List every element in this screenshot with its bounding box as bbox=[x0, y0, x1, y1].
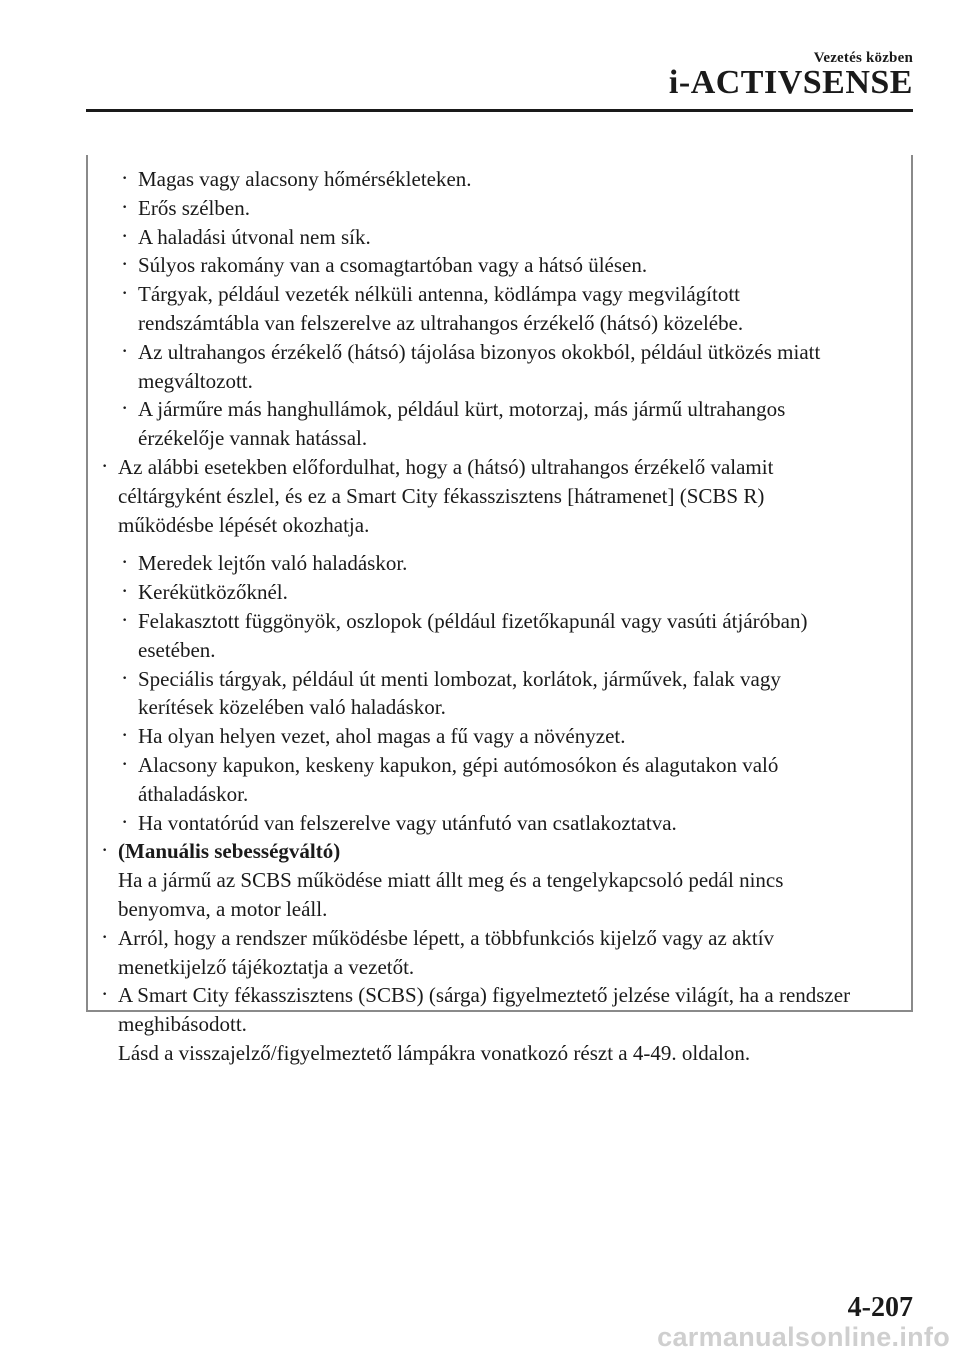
bullet-icon: · bbox=[122, 813, 128, 831]
list-item: · A járműre más hanghullámok, például kürt, motorzaj, más jármű ultrahangos érzékelője vannak hatással. bbox=[122, 397, 786, 451]
bullet-icon: · bbox=[122, 583, 128, 601]
bullet-icon: · bbox=[102, 928, 108, 946]
bullet-icon: · bbox=[122, 755, 128, 773]
list-item: · Erős szélben. bbox=[122, 194, 908, 223]
list-item: · Ha olyan helyen vezet, ahol magas a fű vagy a növényzet. bbox=[122, 722, 818, 751]
bullet-icon: · bbox=[122, 170, 128, 187]
sub-list-conditions bbox=[102, 165, 908, 453]
list-item: · Magas vagy alacsony hőmérsékleteken. bbox=[122, 165, 908, 194]
bullet-icon: · bbox=[122, 285, 128, 303]
page-reference: Lásd a visszajelző/figyelmeztető lámpákra vonatkozó részt a 4-49. oldalon. bbox=[118, 1040, 751, 1065]
bullet-icon: · bbox=[122, 611, 128, 629]
sub-list-detection bbox=[102, 549, 818, 837]
bullet-icon: · bbox=[122, 554, 128, 572]
list-item-display-info: · Arról, hogy a rendszer működésbe lépett, a többfunkciós kijelző vagy az aktív menetkijelző tájékoztatja a vezetőt. bbox=[102, 925, 775, 979]
list-item: · Alacsony kapukon, keskeny kapukon, gépi autómosókon és alagutakon való áthaladáskor. bbox=[122, 752, 779, 806]
bullet-icon: · bbox=[122, 198, 128, 216]
bullet-icon: · bbox=[122, 227, 128, 245]
section-label: Vezetés közben bbox=[813, 50, 913, 66]
list-item: · Meredek lejtőn való haladáskor. bbox=[122, 549, 818, 578]
manual-heading: (Manuális sebességváltó) bbox=[118, 839, 341, 864]
section-title: i-ACTIVSENSE bbox=[668, 64, 913, 101]
list-item: · Az ultrahangos érzékelő (hátsó) tájolása bizonyos okokból, például ütközés miatt megváltozott. bbox=[122, 339, 821, 393]
bullet-icon: · bbox=[122, 727, 128, 745]
list-item-warning-light: · A Smart City fékasszisztens (SCBS) (sárga) figyelmeztető jelzése világít, ha a rendszer meghibásodott. Lásd a visszajelző/figyelmeztető lámpákra vonatkozó részt a 4-49. oldalon. bbox=[102, 981, 908, 1067]
main-list bbox=[102, 165, 908, 1068]
list-item-false-detection: · Az alábbi esetekben előfordulhat, hogy a (hátsó) ultrahangos érzékelő valamit céltárgyként észlel, és ez a Smart City fékasszisztens [hátramenet] (SCBS R) működésbe lépését okozhatja. · Meredek lejtőn való haladáskor. · Kerékütközőknél. · Felakasztott függönyök, oszlopok (például fizetőkapunál vagy vasúti átjáróban) esetében. · Speciális tárgyak, például út menti lombozat, korlátok, járművek, falak vagy kerítések közelében való haladáskor. · Ha olyan helyen vezet, ahol magas a fű vagy a növényzet. · Alacsony kapukon, keskeny kapukon, gépi autómosókon és alagutakon való áthaladáskor. · Ha vontatórúd van felszerelve vagy utánfutó van csatlakoztatva. bbox=[102, 453, 818, 837]
bullet-icon: · bbox=[122, 400, 128, 418]
list-item: · Ha vontatórúd van felszerelve vagy utánfutó van csatlakoztatva. bbox=[122, 809, 818, 838]
list-item-conditions bbox=[102, 165, 908, 453]
list-item: · Súlyos rakomány van a csomagtartóban vagy a hátsó ülésen. bbox=[122, 251, 908, 280]
page-number: 4-207 bbox=[847, 1292, 913, 1323]
bullet-icon: · bbox=[122, 342, 128, 360]
list-item: · Felakasztott függönyök, oszlopok (például fizetőkapunál vagy vasúti átjáróban) esetében. bbox=[122, 608, 808, 662]
watermark: carmanualsonline.info bbox=[657, 1322, 950, 1352]
bullet-icon: · bbox=[102, 457, 108, 475]
list-item: · A haladási útvonal nem sík. bbox=[122, 223, 908, 252]
list-item: · Speciális tárgyak, például út menti lombozat, korlátok, járművek, falak vagy kerítések közelében való haladáskor. bbox=[122, 666, 781, 720]
bullet-icon: · bbox=[102, 986, 108, 1004]
bullet-icon: · bbox=[102, 842, 108, 860]
bullet-icon: · bbox=[122, 256, 128, 274]
header-rule bbox=[86, 109, 913, 112]
list-item: · Kerékütközőknél. bbox=[122, 578, 818, 607]
content-box bbox=[86, 155, 913, 1065]
bullet-icon: · bbox=[122, 669, 128, 687]
list-item-manual-transmission: · (Manuális sebességváltó) Ha a jármű az SCBS működése miatt állt meg és a tengelykapcsoló pedál nincs benyomva, a motor leáll. bbox=[102, 837, 838, 923]
list-item: · Tárgyak, például vezeték nélküli antenna, ködlámpa vagy megvilágított rendszámtábla van felszerelve az ultrahangos érzékelő (hátsó) közelébe. bbox=[122, 282, 744, 335]
